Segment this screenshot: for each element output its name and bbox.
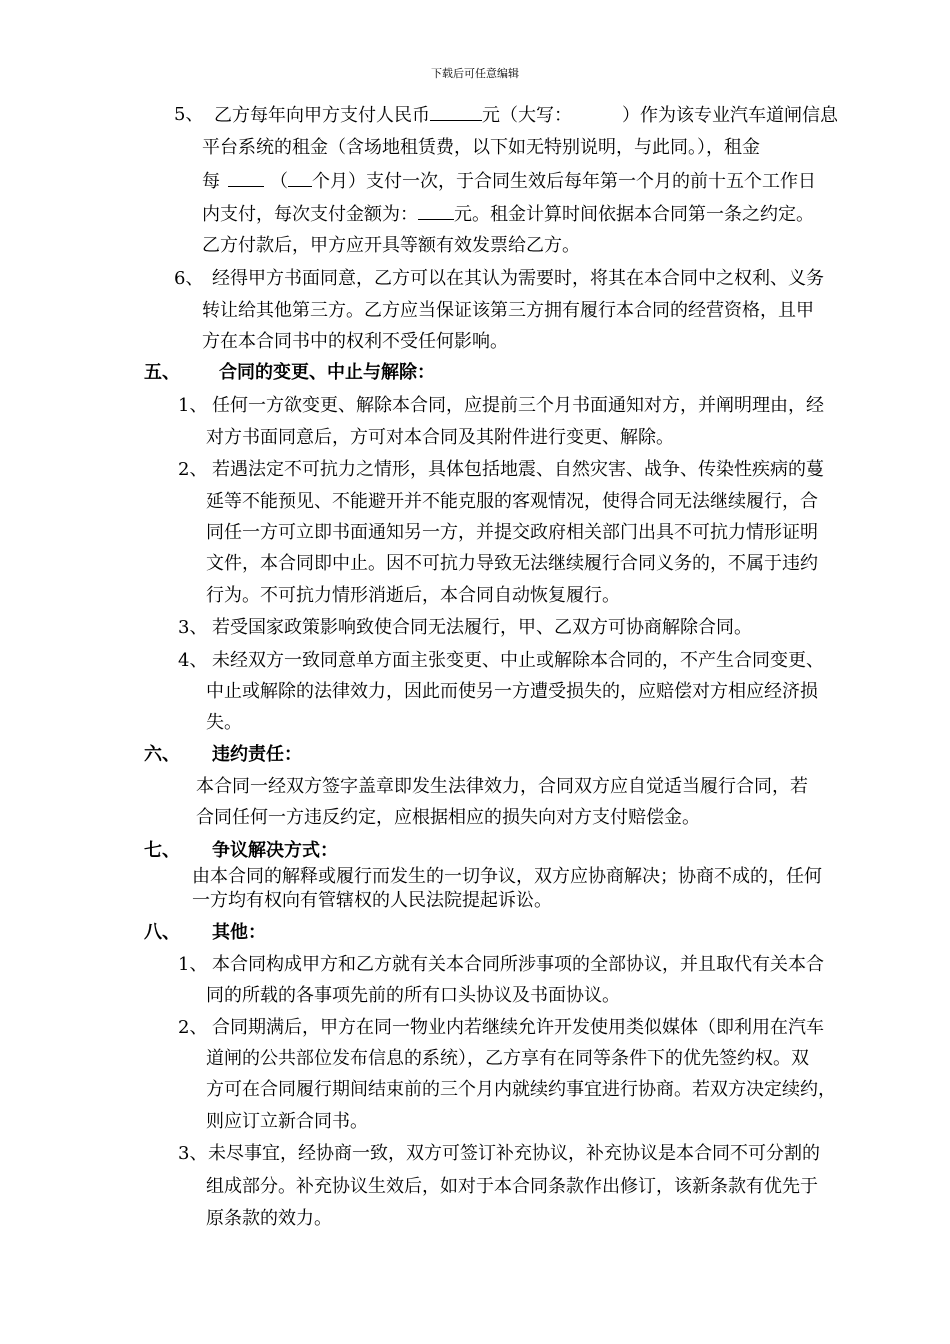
clause-5-line-4 bbox=[202, 203, 814, 225]
clause-5-text-f: 个月）支付一次，于合同生效后每年第一个月的前十五个工作日 bbox=[312, 171, 816, 192]
s5-item-2-line-1: 若遇法定不可抗力之情形，具体包括地震、自然灾害、战争、传染性疾病的蔓 bbox=[212, 459, 824, 480]
section-6-line-1: 本合同一经双方签字盖章即发生法律效力，合同双方应自觉适当履行合同，若 bbox=[196, 776, 808, 797]
period-blank bbox=[228, 170, 264, 187]
clause-6-line-1: 经得甲方书面同意，乙方可以在其认为需要时，将其在本合同中之权利、义务 bbox=[212, 268, 824, 289]
s8-item-1-line-1: 本合同构成甲方和乙方就有关本合同所涉事项的全部协议，并且取代有关本合 bbox=[212, 954, 824, 975]
s5-item-2-line-5: 行为。不可抗力情形消逝后，本合同自动恢复履行。 bbox=[206, 585, 620, 606]
s5-item-4-number: 4、 bbox=[178, 650, 208, 671]
s5-item-2-number: 2、 bbox=[178, 459, 208, 480]
s8-item-1-number: 1、 bbox=[178, 954, 208, 975]
clause-5-line-2: 平台系统的租金（含场地租赁费，以下如无特别说明，与此同。），租金 bbox=[202, 137, 760, 158]
s5-item-2-line-3: 同任一方可立即书面通知另一方，并提交政府相关部门出具不可抗力情形证明 bbox=[206, 522, 818, 543]
clause-5-text-d: 每 bbox=[202, 171, 220, 192]
section-5-title: 合同的变更、中止与解除： bbox=[219, 362, 435, 383]
s5-item-4-line-3: 失。 bbox=[206, 712, 242, 733]
s5-item-4-line-2: 中止或解除的法律效力，因此而使另一方遭受损失的，应赔偿对方相应经济损 bbox=[206, 681, 818, 702]
s5-item-1-line-2: 对方书面同意后，方可对本合同及其附件进行变更、解除。 bbox=[206, 427, 674, 448]
section-8-title: 其他： bbox=[212, 922, 266, 943]
clause-6-line-3: 方在本合同书中的权利不受任何影响。 bbox=[202, 331, 508, 352]
s5-item-4-line-1: 未经双方一致同意单方面主张变更、中止或解除本合同的，不产生合同变更、 bbox=[212, 650, 824, 671]
section-8-number: 八、 bbox=[144, 922, 180, 943]
section-6-line-2: 合同任何一方违反约定，应根据相应的损失向对方支付赔偿金。 bbox=[196, 807, 700, 828]
clause-5-text-b: 元（大写： bbox=[482, 105, 572, 126]
clause-5-line-1 bbox=[214, 104, 838, 126]
section-6-number: 六、 bbox=[144, 744, 180, 765]
section-7-number: 七、 bbox=[144, 840, 180, 861]
clause-5-text-e: （ bbox=[270, 171, 288, 192]
section-7-title: 争议解决方式： bbox=[212, 840, 338, 861]
clause-5-line-5: 乙方付款后，甲方应开具等额有效发票给乙方。 bbox=[202, 235, 580, 256]
s8-item-3-line-3: 原条款的效力。 bbox=[206, 1208, 332, 1229]
s8-item-2-line-2: 道闸的公共部位发布信息的系统），乙方享有在同等条件下的优先签约权。双 bbox=[206, 1048, 809, 1069]
s8-item-3-line-1: 未尽事宜，经协商一致，双方可签订补充协议，补充协议是本合同不可分割的 bbox=[208, 1143, 820, 1164]
clause-5-number: 5、 bbox=[174, 104, 204, 125]
section-6-title: 违约责任： bbox=[212, 744, 302, 765]
s5-item-3-number: 3、 bbox=[178, 617, 208, 638]
clause-5-text-g: 内支付，每次支付金额为： bbox=[202, 204, 418, 225]
section-7-line-2: 一方均有权向有管辖权的人民法院提起诉讼。 bbox=[192, 890, 552, 911]
clause-5-text-h: 元。租金计算时间依据本合同第一条之约定。 bbox=[454, 204, 814, 225]
payment-blank bbox=[418, 203, 454, 220]
clause-5-text-c: ）作为该专业汽车道闸信息 bbox=[622, 105, 838, 126]
s8-item-2-line-1: 合同期满后，甲方在同一物业内若继续允许开发使用类似媒体（即利用在汽车 bbox=[212, 1017, 824, 1038]
clause-5-text-a: 乙方每年向甲方支付人民币 bbox=[214, 105, 430, 126]
s5-item-3-line-1: 若受国家政策影响致使合同无法履行，甲、乙双方可协商解除合同。 bbox=[212, 617, 752, 638]
s8-item-2-line-4: 则应订立新合同书。 bbox=[206, 1111, 368, 1132]
s5-item-2-line-2: 延等不能预见、不能避开并不能克服的客观情况，使得合同无法继续履行，合 bbox=[206, 491, 818, 512]
page-header: 下载后可任意编辑 bbox=[431, 67, 519, 80]
s8-item-1-line-2: 同的所载的各事项先前的所有口头协议及书面协议。 bbox=[206, 985, 620, 1006]
s8-item-2-line-3: 方可在合同履行期间结束前的三个月内就续约事宜进行协商。若双方决定续约， bbox=[206, 1079, 836, 1100]
amount-blank bbox=[430, 104, 482, 121]
s5-item-2-line-4: 文件，本合同即中止。因不可抗力导致无法继续履行合同义务的，不属于违约 bbox=[206, 553, 818, 574]
s5-item-1-number: 1、 bbox=[178, 395, 208, 416]
s8-item-3-number: 3、 bbox=[178, 1143, 208, 1164]
clause-5-line-3 bbox=[202, 170, 816, 192]
months-blank bbox=[288, 170, 312, 187]
clause-6-number: 6、 bbox=[174, 268, 204, 289]
s8-item-3-line-2: 组成部分。补充协议生效后，如对于本合同条款作出修订，该新条款有优先于 bbox=[206, 1176, 818, 1197]
s8-item-2-number: 2、 bbox=[178, 1017, 208, 1038]
s5-item-1-line-1: 任何一方欲变更、解除本合同，应提前三个月书面通知对方，并阐明理由，经 bbox=[212, 395, 824, 416]
clause-6-line-2: 转让给其他第三方。乙方应当保证该第三方拥有履行本合同的经营资格，且甲 bbox=[202, 300, 814, 321]
section-7-line-1: 由本合同的解释或履行而发生的一切争议，双方应协商解决；协商不成的，任何 bbox=[192, 866, 822, 887]
section-5-number: 五、 bbox=[144, 362, 180, 383]
